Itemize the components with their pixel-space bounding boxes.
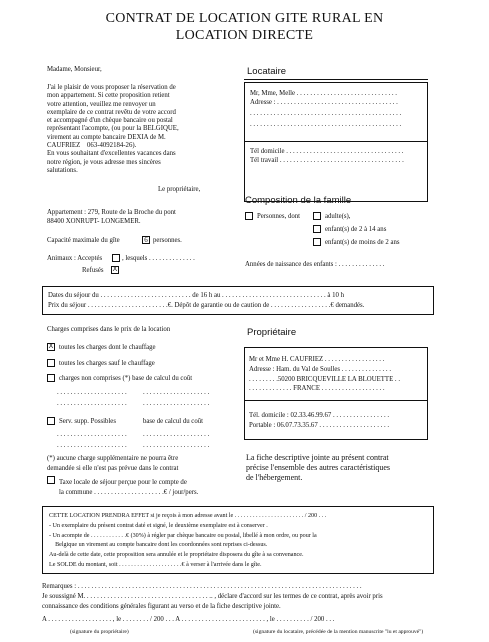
remarks-line[interactable]: Remarques : . . . . . . . . . . . . . . . . . . . . . . . . . . . . . . . . . . . . . . . . . . . . . . . . . . . . . . . . . . . . . . . . . . . . . . . . . . . . . . . . . . . . bbox=[42, 583, 362, 590]
effect-text: CETTE LOCATION PRENDRA EFFET si je reçois à mon adresse avant le . . . . . . . . . . . . . . . . . . . . . . . / 200 . . . - Un exemplaire du présent contrat daté et signé, le deuxième exemplaire est à conserver . - Un acompte de . . . . . . . . . . . .€ (30%) à régler par chèque bancaire ou postal, libellé à mon ordre, ou pour la Belgique un virement au compte bancaire dont les coordonnées sont reprises ci-dessus. Au-delà de cette date, cette proposition sera annulée et le propriétaire disposera du gîte à sa convenance. Le SOLDE du montant, soit . . . . . . . . . . . . . . . . . . . . .€ à verser à l'arrivée dans le gîte. bbox=[49, 513, 327, 568]
tax-checkbox[interactable] bbox=[47, 476, 55, 484]
charges-except-heating-label: toutes les charges sauf le chauffage bbox=[59, 360, 155, 367]
tenant-signature-label: (signature du locataire, précédée de la mention manuscrite "lu et approuvé") bbox=[253, 629, 424, 635]
charges-all-checkbox[interactable]: X bbox=[48, 343, 54, 350]
services-checkbox[interactable] bbox=[47, 417, 55, 425]
stay-price-line[interactable]: Prix du séjour . . . . . . . . . . . . . . . . . . . . . . . .€. Dépôt de garantie ou de caution de . . . . . . . . . . . . . . . . . .€ demandés. bbox=[48, 302, 365, 309]
adults-label: adulte(s), bbox=[325, 213, 351, 220]
children-under2-checkbox[interactable] bbox=[313, 238, 321, 246]
animals-label: Animaux : Acceptés bbox=[47, 255, 103, 262]
locataire-box bbox=[244, 82, 428, 202]
capacity-value-box[interactable]: 6 bbox=[142, 236, 150, 244]
proprietaire-box bbox=[244, 347, 428, 440]
persons-label: Personnes, dont bbox=[257, 213, 301, 220]
birth-years[interactable]: Années de naissance des enfants : . . . . . . . . . . . . . . bbox=[245, 261, 385, 268]
charges-all-label: toutes les charges dont le chauffage bbox=[59, 344, 156, 351]
tax-label: Taxe locale de séjour perçue pour le compte de la commune . . . . . . . . . . . . . . . . . . . . .€ / jour/pers. bbox=[59, 479, 199, 496]
descriptive-note: La fiche descriptive jointe au présent contrat précise l'ensemble des autres caractéristiques de l'hébergement. bbox=[246, 453, 391, 482]
children-2-14-label: enfant(s) de 2 à 14 ans bbox=[325, 226, 387, 233]
property-address1: Appartement : 279, Route de la Broche du pont bbox=[47, 209, 176, 216]
charges-except-heating-checkbox[interactable] bbox=[47, 359, 55, 367]
charges-not-included-label: charges non comprises (*) base de calcul du coût bbox=[59, 375, 193, 382]
stay-box bbox=[42, 286, 434, 315]
animals-which: , lesquels . . . . . . . . . . . . . . bbox=[122, 255, 195, 262]
children-under2-label: enfant(s) de moins de 2 ans bbox=[325, 239, 400, 246]
charges-note: (*) aucune charge supplémentaire ne pourra être demandée si elle n'est pas prévue dans le contrat bbox=[47, 455, 179, 472]
family-heading: Composition de la famille bbox=[245, 195, 352, 206]
children-2-14-checkbox[interactable] bbox=[313, 225, 321, 233]
place-date-line[interactable]: A . . . . . . . . . . . . . . . . . . . , le . . . . . . . . / 200 . . . A . . . . . . . . . . . . . . . . . . . . . . . . . , le . . . . . . . . . . / 200 . . . bbox=[42, 616, 335, 623]
owner-signature-label: (signature du propriétaire) bbox=[70, 629, 129, 635]
knowledge-line: connaissance des conditions générales figurant au verso et de la fiche descriptive jointe. bbox=[42, 603, 281, 610]
locataire-divider bbox=[245, 141, 427, 142]
charges-heading: Charges comprises dans le prix de la location bbox=[47, 326, 171, 333]
locataire-address-line[interactable]: Adresse : . . . . . . . . . . . . . . . . . . . . . . . . . . . . . . . . . . . . bbox=[250, 99, 398, 106]
stay-dates-line[interactable]: Dates du séjour du . . . . . . . . . . . . . . . . . . . . . . . . . . . de 16 h au . . . . . . . . . . . . . . . . . . . . . . . . . . . . . . . à 10 h bbox=[48, 292, 345, 299]
charges-dots-b2[interactable]: . . . . . . . . . . . . . . . . . . . . bbox=[143, 400, 210, 407]
locataire-name-line[interactable]: Mr, Mme, Melle . . . . . . . . . . . . . . . . . . . . . . . . . . . . . . bbox=[250, 90, 397, 97]
animals-refused-label: Refusés bbox=[82, 267, 104, 274]
charges-dots-c1[interactable]: . . . . . . . . . . . . . . . . . . . . . bbox=[57, 431, 127, 438]
effect-box bbox=[42, 506, 434, 574]
proprietaire-tel: Tél. domicile : 02.33.46.99.67 . . . . . . . . . . . . . . . . . bbox=[249, 412, 390, 419]
animals-refused-checkbox[interactable]: X bbox=[112, 266, 118, 273]
proprietaire-portable: Portable : 06.07.73.35.67 . . . . . . . . . . . . . . . . . . . . . bbox=[249, 422, 390, 429]
charges-dots-d2[interactable]: . . . . . . . . . . . . . . . . . . . . bbox=[143, 442, 210, 449]
capacity-label: Capacité maximale du gîte bbox=[47, 237, 120, 244]
animals-accepted-checkbox[interactable] bbox=[112, 254, 120, 262]
proprietaire-heading: Propriétaire bbox=[247, 327, 297, 338]
locataire-tel-work[interactable]: Tél travail . . . . . . . . . . . . . . . . . . . . . . . . . . . . . . . . . . . . . bbox=[250, 157, 404, 164]
capacity-unit: personnes. bbox=[153, 237, 182, 244]
locataire-heading: Locataire bbox=[247, 66, 287, 77]
persons-checkbox[interactable] bbox=[245, 212, 253, 220]
locataire-tel-home[interactable]: Tél domicile . . . . . . . . . . . . . . . . . . . . . . . . . . . . . . . . . . . bbox=[250, 148, 404, 155]
proprietaire-address2: . . . . . . . . .50200 BRICQUEVILLE LA BLOUETTE . . bbox=[249, 376, 401, 383]
locataire-address-line2[interactable]: . . . . . . . . . . . . . . . . . . . . . . . . . . . . . . . . . . . . . . . . . . . . . bbox=[250, 110, 402, 117]
property-address2: 88400 XONRUPT- LONGEMER. bbox=[47, 218, 141, 225]
proprietaire-name: Mr et Mme H. CAUFRIEZ . . . . . . . . . . . . . . . . . . bbox=[249, 356, 385, 363]
charges-not-included-checkbox[interactable] bbox=[47, 374, 55, 382]
adults-checkbox[interactable] bbox=[313, 212, 321, 220]
charges-dots-c2[interactable]: . . . . . . . . . . . . . . . . . . . . bbox=[143, 431, 210, 438]
services-base-label: base de calcul du coût bbox=[143, 418, 204, 425]
letter-greeting: Madame, Monsieur, bbox=[47, 66, 102, 73]
page-title-line2: LOCATION DIRECTE bbox=[175, 28, 314, 43]
services-label: Serv. supp. Possibles bbox=[59, 418, 116, 425]
letter-signature: Le propriétaire, bbox=[158, 186, 201, 193]
charges-dots-a2[interactable]: . . . . . . . . . . . . . . . . . . . . bbox=[143, 389, 210, 396]
page-title-line1: CONTRAT DE LOCATION GITE RURAL EN bbox=[105, 11, 384, 26]
locataire-heading-rule bbox=[244, 79, 428, 80]
proprietaire-address3: . . . . . . . . . . . . . FRANCE . . . . . . . . . . . . . . . . . . . bbox=[249, 385, 385, 392]
proprietaire-address1: Adresse : Ham. du Val de Soulles . . . . . . . . . . . . . . . bbox=[249, 366, 392, 373]
letter-body: J'ai le plaisir de vous proposer la réservation de mon appartement. Si cette proposition retient votre attention, veuillez me renvoyer un exemplaire de ce contrat revêtu de votre accord et accompagné d'un chèque bancaire ou postal représentant l'acompte, (ou pour la BELGIQUE, virement au compte bancaire DEXIA de M. CAUFRIEZ 063-4092184-26). En vous souhaitant d'excellentes vacances dans notre région, je vous adresse mes sincères salutations. bbox=[47, 84, 179, 174]
charges-dots-d1[interactable]: . . . . . . . . . . . . . . . . . . . . . bbox=[57, 442, 127, 449]
proprietaire-divider bbox=[245, 400, 427, 401]
undersigned-line[interactable]: Je soussigné M. . . . . . . . . . . . . . . . . . . . . . . . . . . . . . . . . . . . . .. , déclare d'accord sur les termes de ce contrat, après avoir pris bbox=[42, 593, 383, 600]
charges-dots-b1[interactable]: . . . . . . . . . . . . . . . . . . . . . bbox=[57, 400, 127, 407]
charges-dots-a1[interactable]: . . . . . . . . . . . . . . . . . . . . . bbox=[57, 389, 127, 396]
locataire-address-line3[interactable]: . . . . . . . . . . . . . . . . . . . . . . . . . . . . . . . . . . . . . . . . . . . . . bbox=[250, 121, 402, 128]
